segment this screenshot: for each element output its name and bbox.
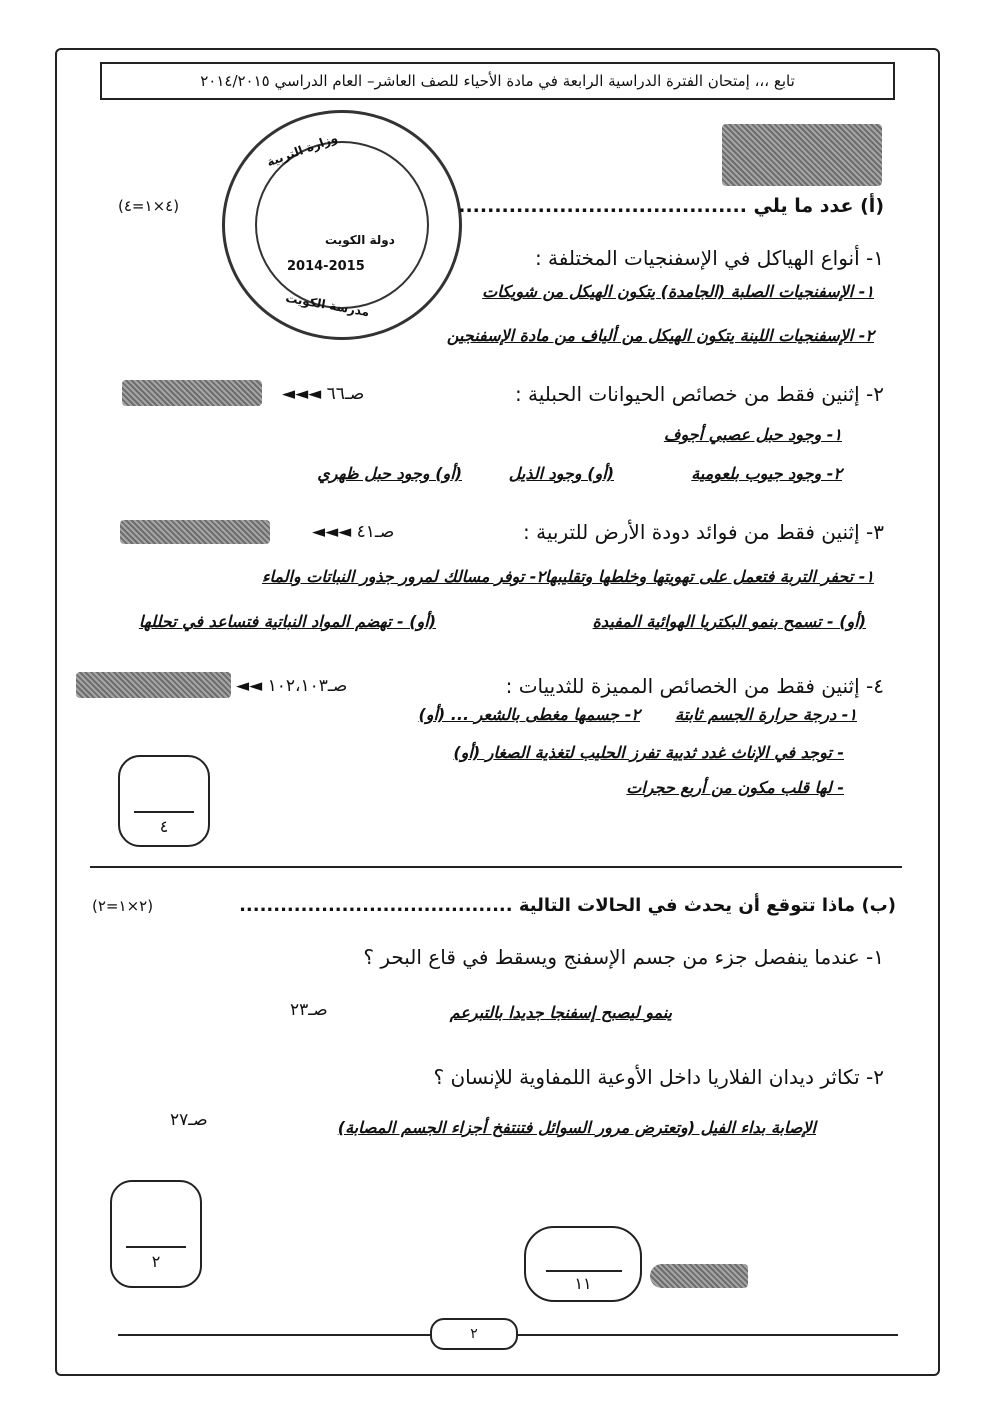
q2-answer-4: (أو) وجود حبل ظهري xyxy=(317,464,462,483)
q2-answer-2: ٢- وجود جيوب بلعومية xyxy=(691,464,842,483)
q1-title: ١- أنواع الهياكل في الإسفنجيات المختلفة : xyxy=(534,246,884,270)
score-box-line xyxy=(546,1270,622,1272)
q2-ref: صـ٦٦ ◄◄◄ xyxy=(282,384,365,404)
part-b-q2-title: ٢- تكاثر ديدان الفلاريا داخل الأوعية اللمفاوية للإنسان ؟ xyxy=(433,1065,884,1089)
q4-answer-4: - لها قلب مكون من أربع حجرات xyxy=(626,778,844,797)
part-a-score-box xyxy=(118,755,210,847)
q3-title: ٣- إثنين فقط من فوائد دودة الأرض للتربية : xyxy=(523,520,884,544)
q3-mark-tag xyxy=(120,520,270,544)
part-b-q2-answer: الإصابة بداء الفيل (وتعترض مرور السوائل فتنتفخ أجزاء الجسم المصابة) xyxy=(337,1118,816,1137)
stamp-line2: مدرسة الكويت xyxy=(284,290,371,320)
q1-answer-2: ٢- الإسفنجيات اللينة يتكون الهيكل من ألياف من مادة الإسفنجين xyxy=(446,326,874,345)
part-a-title: (أ) عدد ما يلي ........................................ xyxy=(458,195,884,217)
part-b-q1-title: ١- عندما ينفصل جزء من جسم الإسفنج ويسقط في قاع البحر ؟ xyxy=(363,945,884,969)
stamp-small: دولة الكويت xyxy=(325,233,395,247)
exam-header xyxy=(100,62,895,100)
part-b-score: ٢ xyxy=(151,1252,161,1271)
section-label-bottom-right xyxy=(650,1264,748,1288)
q4-ref: صـ١٠٢،١٠٣ ◄◄ xyxy=(236,676,348,696)
part-a-score: ٤ xyxy=(159,817,169,836)
part-b-title: (ب) ماذا تتوقع أن يحدث في الحالات التالية ........................................ xyxy=(239,895,896,916)
total-score-box xyxy=(524,1226,642,1302)
score-box-line xyxy=(134,811,194,813)
q3-answer-3: (أو) - تسمح بنمو البكتريا الهوائية المفيدة xyxy=(592,612,866,631)
part-b-q2-ref: صـ٢٧ xyxy=(170,1110,208,1130)
q4-answer-2: ٢- جسمها مغطى بالشعر ... (أو) xyxy=(418,705,640,724)
q4-mark-tag xyxy=(76,672,231,698)
part-b-q1-answer: ينمو ليصبح إسفنجا جديدا بالتبرعم xyxy=(449,1003,672,1022)
page-number-text: ٢ xyxy=(470,1326,478,1342)
q3-ref: صـ٤١ ◄◄◄ xyxy=(312,522,395,542)
q4-answer-3: - توجد في الإناث غدد ثديية تفرز الحليب لتغذية الصغار (أو) xyxy=(453,743,844,762)
part-b-score-box xyxy=(110,1180,202,1288)
exam-header-title: تابع ،،، إمتحان الفترة الدراسية الرابعة في مادة الأحياء للصف العاشر– العام الدراسي ٢٠١٤/٢٠١٥ xyxy=(200,72,795,90)
school-stamp xyxy=(222,110,462,340)
q3-answer-2: ٢- توفر مسالك لمرور جذور النباتات والماء xyxy=(261,567,545,586)
footer-line-right xyxy=(518,1334,898,1336)
stamp-inner-ring xyxy=(255,141,429,309)
stamp-year: 2014-2015 xyxy=(287,259,365,274)
q4-answer-1: ١- درجة حرارة الجسم ثابتة xyxy=(675,705,857,724)
part-b-q1-ref: صـ٢٣ xyxy=(290,1000,328,1020)
q1-answer-1: ١- الإسفنجيات الصلبة (الجامدة) يتكون الهيكل من شويكات xyxy=(482,282,874,301)
score-box-line xyxy=(126,1246,186,1248)
q3-answer-1: ١- تحفر التربة فتعمل على تهويتها وخلطها وتقليبها xyxy=(544,567,874,586)
total-score: ١١ xyxy=(574,1274,592,1293)
part-b-marks: (٢×١=٢) xyxy=(92,897,154,915)
q2-title: ٢- إثنين فقط من خصائص الحيوانات الحبلية : xyxy=(514,382,884,406)
section-divider xyxy=(90,866,902,868)
q2-answer-3: (أو) وجود الذيل xyxy=(508,464,614,483)
footer-line-left xyxy=(118,1334,430,1336)
stamp-line1: وزارة التربية xyxy=(264,130,340,170)
page-number xyxy=(430,1318,518,1350)
q2-answer-1: ١- وجود حبل عصبي أجوف xyxy=(663,425,842,444)
section-label-top-right xyxy=(722,124,882,186)
q4-title: ٤- إثنين فقط من الخصائص المميزة للثدييات : xyxy=(505,674,884,698)
q3-answer-4: (أو) - تهضم المواد النباتية فتساعد في تحللها xyxy=(138,612,436,631)
q2-mark-tag xyxy=(122,380,262,406)
part-a-marks: (٤×١=٤) xyxy=(118,197,180,215)
